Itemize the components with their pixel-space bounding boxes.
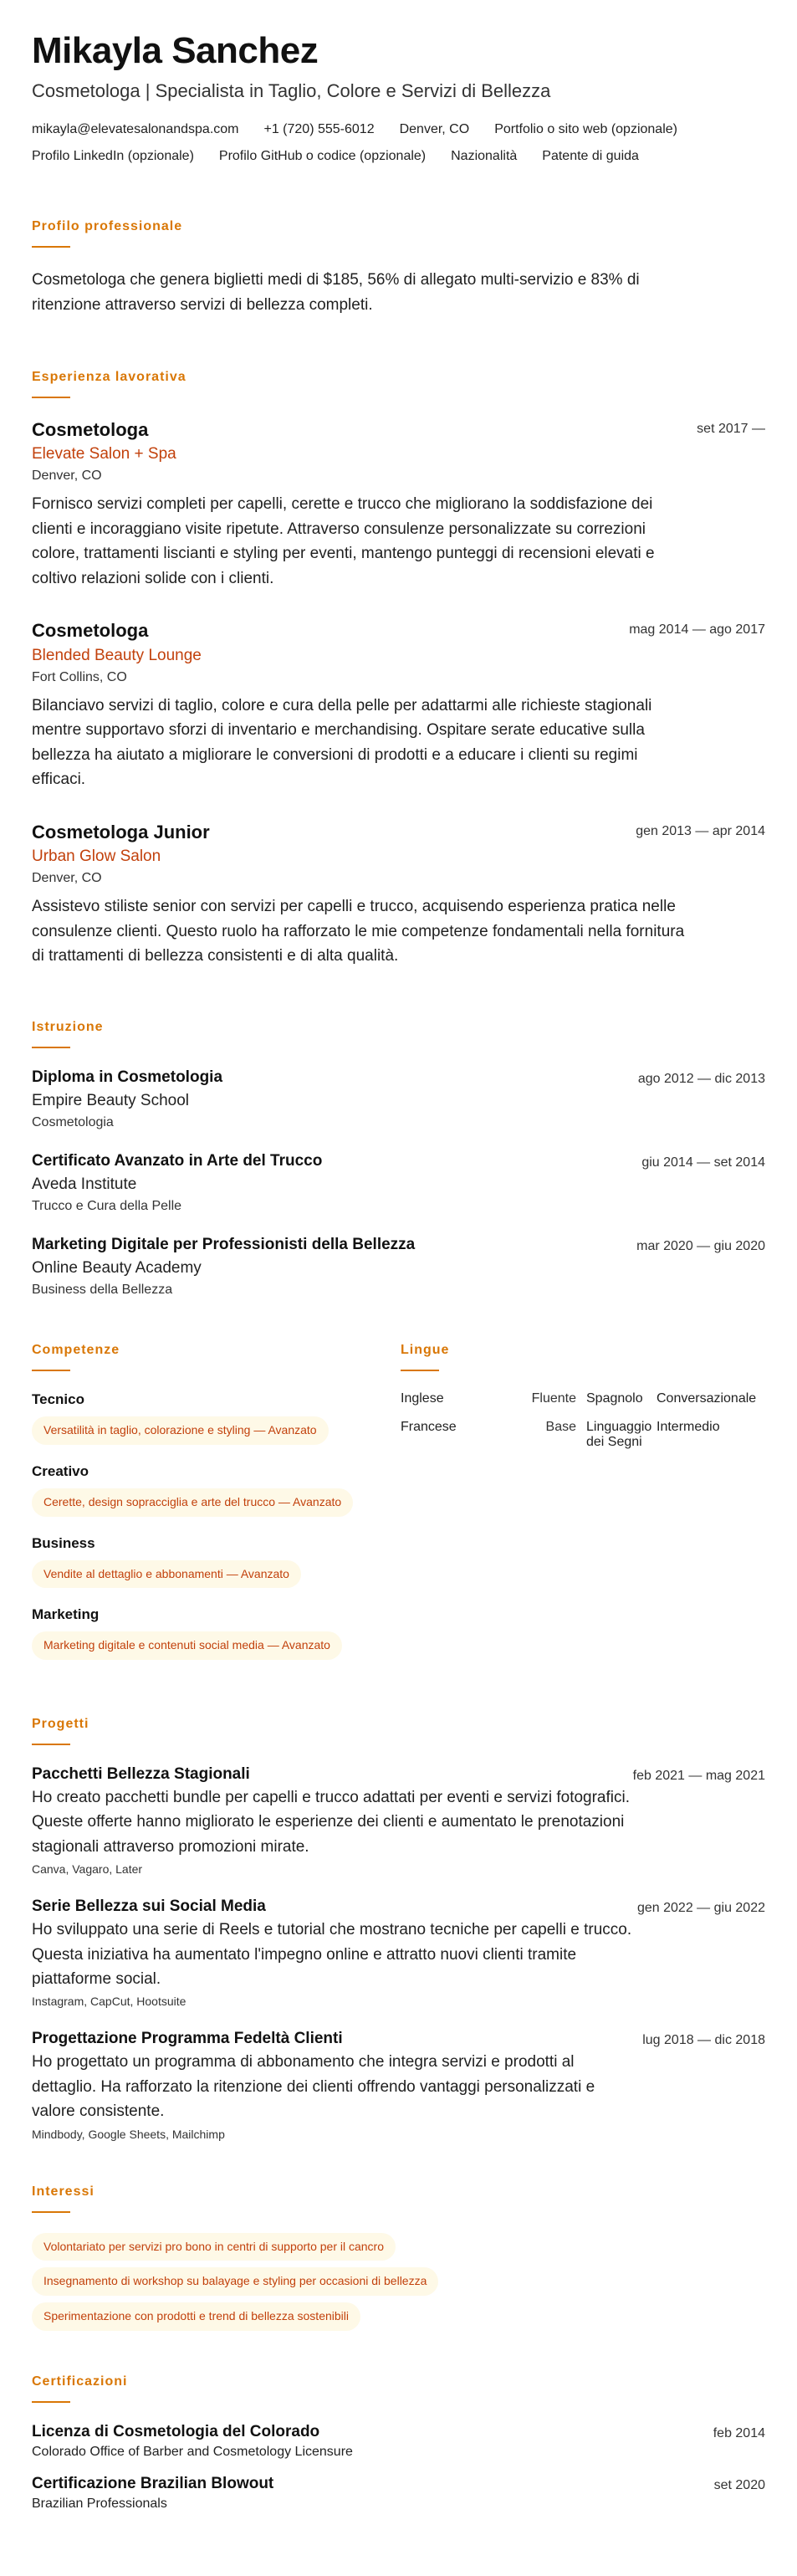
job-location: Fort Collins, CO — [32, 669, 127, 684]
resume-header — [32, 30, 765, 164]
experience-section — [32, 370, 765, 969]
job-location: Denver, CO — [32, 469, 102, 484]
skill-tag: Cerette, design sopracciglia e arte del trucco — Avanzato — [32, 1488, 353, 1517]
section-divider — [32, 1370, 70, 1371]
section-title: Competenze — [32, 1343, 120, 1358]
job-entry — [32, 821, 765, 969]
interest-tag: Sperimentazione con prodotti e trend di bellezza sostenibili — [32, 2302, 360, 2331]
education-entry — [32, 1068, 765, 1130]
project-description: Ho creato pacchetti bundle per capelli e trucco adattati per eventi e servizi fotografici. Queste offerte hanno migliorato le esperienze dei clienti e aumentato le prenotazioni stagionali attraverso promozioni mirate. — [32, 1788, 630, 1856]
skill-tag: Vendite al dettaglio e abbonamenti — Avanzato — [32, 1560, 301, 1589]
certification-title: Licenza di Cosmetologia del Colorado — [32, 2422, 320, 2440]
education-field: Business della Bellezza — [32, 1283, 173, 1298]
skill-tag: Versatilità in taglio, colorazione e styling — Avanzato — [32, 1416, 329, 1445]
section-title: Istruzione — [32, 1020, 104, 1035]
education-dates: ago 2012 — dic 2013 — [637, 1072, 765, 1087]
job-description: Fornisco servizi completi per capelli, cerette e trucco che migliorano la soddisfazione dei clienti e incoraggiano visite ripetute. Attraverso consulenze personalizzate su correzioni colore, trattamenti liscianti e styling per eventi, mantengo punteggi di recensioni elevati e coltivo relazioni solide con i clienti. — [32, 495, 655, 587]
job-dates: gen 2013 — apr 2014 — [636, 823, 765, 838]
language-name: Spagnolo — [586, 1391, 643, 1406]
skill-group — [32, 1463, 367, 1517]
section-divider — [32, 1744, 70, 1745]
education-school: Empire Beauty School — [32, 1092, 189, 1110]
education-entry — [32, 1236, 765, 1298]
section-title: Certificazioni — [32, 2374, 128, 2389]
contact-email[interactable]: mikayla@elevatesalonandspa.com — [32, 121, 239, 136]
section-divider — [32, 246, 70, 248]
skills-languages-row — [32, 1343, 765, 1677]
education-field: Cosmetologia — [32, 1115, 114, 1130]
project-title: Progettazione Programma Fedeltà Clienti — [32, 2030, 343, 2048]
section-divider — [32, 2401, 70, 2403]
contact-driving-license: Patente di guida — [542, 148, 639, 163]
certification-date: set 2020 — [713, 2477, 765, 2492]
contact-portfolio[interactable]: Portfolio o sito web (opzionale) — [494, 121, 677, 136]
certification-issuer: Colorado Office of Barber and Cosmetology Licensure — [32, 2444, 353, 2459]
skill-group-name: Creativo — [32, 1463, 89, 1480]
education-section — [32, 1020, 765, 1298]
project-dates: lug 2018 — dic 2018 — [642, 2033, 765, 2048]
contact-linkedin[interactable]: Profilo LinkedIn (opzionale) — [32, 148, 194, 163]
interests-section — [32, 2184, 765, 2331]
section-title: Profilo professionale — [32, 218, 183, 233]
certification-date: feb 2014 — [713, 2425, 765, 2440]
certification-entry — [32, 2423, 765, 2460]
language-level: Conversazionale — [657, 1391, 757, 1406]
section-divider — [32, 2211, 70, 2213]
education-degree: Diploma in Cosmetologia — [32, 1068, 223, 1087]
language-level: Intermedio — [657, 1420, 720, 1435]
education-entry — [32, 1152, 765, 1214]
section-divider — [401, 1370, 439, 1371]
candidate-name: Mikayla Sanchez — [32, 30, 319, 71]
job-entry — [32, 619, 765, 791]
skill-group — [32, 1391, 367, 1445]
education-degree: Certificato Avanzato in Arte del Trucco — [32, 1152, 323, 1170]
job-company: Urban Glow Salon — [32, 848, 161, 866]
project-description: Ho sviluppato una serie di Reels e tutorial che mostrano tecniche per capelli e trucco. Questa iniziativa ha aumentato l'impegno online e attratto nuovi clienti tramite piattaforme social. — [32, 1921, 632, 1989]
project-tools: Mindbody, Google Sheets, Mailchimp — [32, 2127, 225, 2141]
interest-tag: Volontariato per servizi pro bono in centri di supporto per il cancro — [32, 2233, 396, 2261]
job-location: Denver, CO — [32, 871, 102, 886]
languages-section — [401, 1343, 765, 1677]
summary-text: Cosmetologa che genera biglietti medi di $185, 56% di allegato multi-servizio e 83% di ritenzione attraverso servizi di bellezza completi. — [32, 270, 640, 314]
job-description: Bilanciavo servizi di taglio, colore e cura della pelle per adattarmi alle richieste stagionali mentre supportavo sforzi di inventario e merchandising. Ospitare serate educative sulla bellezza ha aiutato a migliorare le conversioni di prodotti e a educare i clienti su regimi efficaci. — [32, 696, 652, 789]
language-name: Francese — [401, 1420, 457, 1435]
project-title: Pacchetti Bellezza Stagionali — [32, 1764, 250, 1783]
skill-group-name: Tecnico — [32, 1391, 84, 1408]
education-dates: giu 2014 — set 2014 — [641, 1155, 765, 1170]
job-dates: set 2017 — — [697, 421, 765, 436]
certification-issuer: Brazilian Professionals — [32, 2496, 167, 2511]
skill-group-name: Business — [32, 1534, 95, 1551]
education-degree: Marketing Digitale per Professionisti della Bellezza — [32, 1236, 416, 1254]
education-dates: mar 2020 — giu 2020 — [636, 1239, 765, 1254]
contact-phone[interactable]: +1 (720) 555-6012 — [263, 121, 375, 136]
skill-tag: Marketing digitale e contenuti social media — Avanzato — [32, 1631, 342, 1660]
candidate-headline: Cosmetologa | Specialista in Taglio, Colore e Servizi di Bellezza — [32, 80, 551, 102]
skills-section — [32, 1343, 367, 1677]
language-name: Linguaggio dei Segni — [586, 1420, 652, 1450]
interest-tag: Insegnamento di workshop su balayage e styling per occasioni di bellezza — [32, 2267, 438, 2296]
education-school: Aveda Institute — [32, 1175, 137, 1194]
job-company: Blended Beauty Lounge — [32, 646, 202, 664]
job-entry — [32, 418, 765, 591]
project-tools: Instagram, CapCut, Hootsuite — [32, 1995, 186, 2009]
job-description: Assistevo stiliste senior con servizi per capelli e trucco, acquisendo esperienza pratica nelle consulenze clienti. Questo ruolo ha rafforzato le mie competenze fondamentali nella fornitura di trattamenti di bellezza consistenti e di alta qualità. — [32, 898, 685, 965]
project-entry — [32, 1765, 765, 1876]
section-title: Interessi — [32, 2184, 95, 2199]
project-tools: Canva, Vagaro, Later — [32, 1862, 143, 1877]
summary-section — [32, 219, 765, 318]
contact-nationality: Nazionalità — [451, 148, 518, 163]
language-row — [401, 1391, 765, 1406]
section-title: Esperienza lavorativa — [32, 369, 186, 384]
contact-location: Denver, CO — [399, 121, 470, 136]
language-level: Base — [545, 1420, 576, 1435]
education-field: Trucco e Cura della Pelle — [32, 1199, 182, 1214]
project-dates: gen 2022 — giu 2022 — [636, 1901, 765, 1916]
project-title: Serie Bellezza sui Social Media — [32, 1897, 266, 1916]
language-row — [401, 1420, 765, 1450]
certification-entry — [32, 2475, 765, 2512]
job-company: Elevate Salon + Spa — [32, 445, 176, 463]
education-school: Online Beauty Academy — [32, 1259, 202, 1278]
project-entry — [32, 1897, 765, 2008]
skill-group — [32, 1606, 367, 1660]
section-title: Progetti — [32, 1716, 89, 1731]
job-dates: mag 2014 — ago 2017 — [629, 622, 765, 638]
contact-github[interactable]: Profilo GitHub o codice (opzionale) — [218, 148, 427, 163]
section-divider — [32, 1047, 70, 1048]
contact-list — [32, 122, 765, 164]
skill-group — [32, 1535, 367, 1589]
projects-section — [32, 1717, 765, 2141]
section-title: Lingue — [401, 1343, 450, 1358]
certifications-section — [32, 2374, 765, 2512]
project-dates: feb 2021 — mag 2021 — [632, 1768, 765, 1783]
certification-title: Certificazione Brazilian Blowout — [32, 2474, 274, 2492]
job-title: Cosmetologa Junior — [32, 821, 210, 842]
language-level: Fluente — [531, 1391, 576, 1406]
project-entry — [32, 2030, 765, 2140]
job-title: Cosmetologa — [32, 418, 149, 440]
section-divider — [32, 397, 70, 398]
skill-group-name: Marketing — [32, 1606, 100, 1623]
project-description: Ho progettato un programma di abbonamento che integra servizi e prodotti al dettaglio. Ha rafforzato la ritenzione dei clienti offrendo vantaggi personalizzati e valore consistente. — [32, 2053, 595, 2121]
language-name: Inglese — [401, 1391, 444, 1406]
job-title: Cosmetologa — [32, 620, 149, 642]
